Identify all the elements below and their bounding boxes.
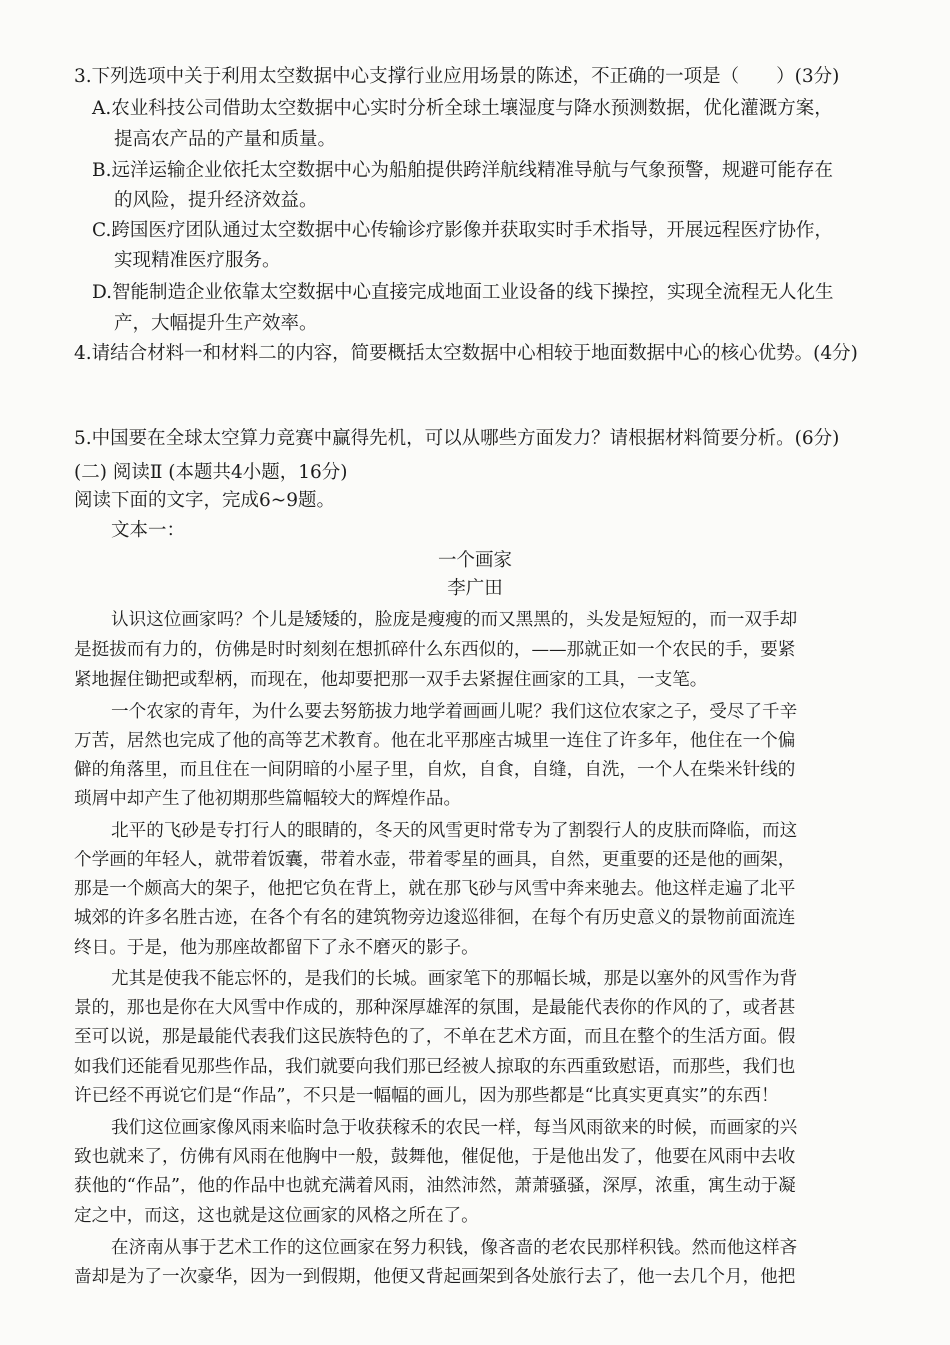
question-5: 5.中国要在全球太空算力竞赛中赢得先机，可以从哪些方面发力？请根据材料简要分析。(6分): [74, 428, 840, 449]
article-line: 致也就来了，仿佛有风雨在他胸中一般，鼓舞他，催促他，于是他出发了，他要在风雨中去收: [74, 1147, 796, 1167]
article-line: 是挺拔而有力的，仿佛是时时刻刻在想抓碎什么东西似的，——那就正如一个农民的手，要紧: [74, 640, 796, 660]
article-line: 终日。于是，他为那座故都留下了永不磨灭的影子。: [74, 938, 479, 958]
article-line: 至可以说，那是最能代表我们这民族特色的了，不单在艺术方面，而且在整个的生活方面。假: [74, 1027, 796, 1047]
text-one-label: 文本一：: [111, 520, 186, 541]
q3-option-b: B.远洋运输企业依托太空数据中心为船舶提供跨洋航线精准导航与气象预警，规避可能存在: [92, 160, 833, 181]
article-line: 城郊的许多名胜古迹，在各个有名的建筑物旁边逡巡徘徊，在每个有历史意义的景物前面流连: [74, 908, 796, 928]
question-3-stem: 3.下列选项中关于利用太空数据中心支撑行业应用场景的陈述，不正确的一项是（ ）(3分): [74, 66, 840, 87]
article-line: 尤其是使我不能忘怀的，是我们的长城。画家笔下的那幅长城，那是以塞外的风雪作为背: [111, 969, 798, 989]
article-line: 万苦，居然也完成了他的高等艺术教育。他在北平那座古城里一连住了许多年，他住在一个偏: [74, 731, 796, 751]
q3-option-c-cont: 实现精准医疗服务。: [114, 250, 281, 271]
q3-option-a: A.农业科技公司借助太空数据中心实时分析全球土壤湿度与降水预测数据，优化灌溉方案，: [92, 98, 833, 119]
article-line: 啬却是为了一次豪华，因为一到假期，他便又背起画架到各处旅行去了，他一去几个月，他把: [74, 1267, 796, 1287]
section-instruction: 阅读下面的文字，完成6~9题。: [74, 490, 336, 511]
article-title: 一个画家: [437, 550, 512, 571]
article-line: 琐屑中却产生了他初期那些篇幅较大的辉煌作品。: [74, 789, 462, 809]
article-line: 认识这位画家吗？个儿是矮矮的，脸庞是瘦瘦的而又黑黑的，头发是短短的，而一双手却: [111, 610, 798, 630]
article-line: 一个农家的青年，为什么要去努筋拔力地学着画画儿呢？我们这位农家之子，受尽了千辛: [111, 702, 798, 722]
article-line: 如我们还能看见那些作品，我们就要向我们那已经被人掠取的东西重致慰语，而那些，我们也: [74, 1057, 796, 1077]
article-line: 在济南从事于艺术工作的这位画家在努力积钱，像吝啬的老农民那样积钱。然而他这样吝: [111, 1238, 798, 1258]
article-line: 那是一个颇高大的架子，他把它负在背上，就在那飞砂与风雪中奔来驰去。他这样走遍了北平: [74, 879, 796, 899]
article-line: 北平的飞砂是专打行人的眼睛的，冬天的风雪更时常专为了割裂行人的皮肤而降临，而这: [111, 821, 798, 841]
article-line: 定之中，而这，这也就是这位画家的风格之所在了。: [74, 1206, 479, 1226]
q3-option-b-cont: 的风险，提升经济效益。: [114, 190, 318, 211]
q3-option-a-cont: 提高农产品的产量和质量。: [114, 129, 337, 150]
article-line: 个学画的年轻人，就带着饭囊，带着水壶，带着零星的画具，自然，更重要的还是他的画架，: [74, 850, 796, 870]
article-line: 景的，那也是你在大风雪中作成的，那种深厚雄浑的氛围，是最能代表你的作风的了，或者甚: [74, 998, 796, 1018]
article-line: 我们这位画家像风雨来临时急于收获稼禾的农民一样，每当风雨欲来的时候，而画家的兴: [111, 1118, 798, 1138]
q3-option-d: D.智能制造企业依靠太空数据中心直接完成地面工业设备的线下操控，实现全流程无人化生: [92, 282, 834, 303]
article-line: 许已经不再说它们是“作品”，不只是一幅幅的画儿，因为那些都是“比真实更真实”的东西！: [74, 1086, 779, 1106]
q3-option-d-cont: 产，大幅提升生产效率。: [114, 313, 318, 334]
article-line: 获他的“作品”，他的作品中也就充满着风雨，油然沛然，萧萧骚骚，深厚，浓重，寓生动于凝: [74, 1176, 796, 1196]
q3-option-c: C.跨国医疗团队通过太空数据中心传输诊疗影像并获取实时手术指导，开展远程医疗协作，: [92, 220, 833, 241]
section-heading: (二) 阅读Ⅱ (本题共4小题，16分): [74, 462, 348, 483]
article-line: 紧地握住锄把或犁柄，而现在，他却要把那一双手去紧握住画家的工具，一支笔。: [74, 670, 708, 690]
article-author: 李广田: [447, 578, 503, 599]
article-line: 僻的角落里，而且住在一间阴暗的小屋子里，自炊，自食，自缝，自洗，一个人在柴米针线的: [74, 760, 796, 780]
question-4: 4.请结合材料一和材料二的内容，简要概括太空数据中心相较于地面数据中心的核心优势。(4分): [74, 343, 858, 364]
